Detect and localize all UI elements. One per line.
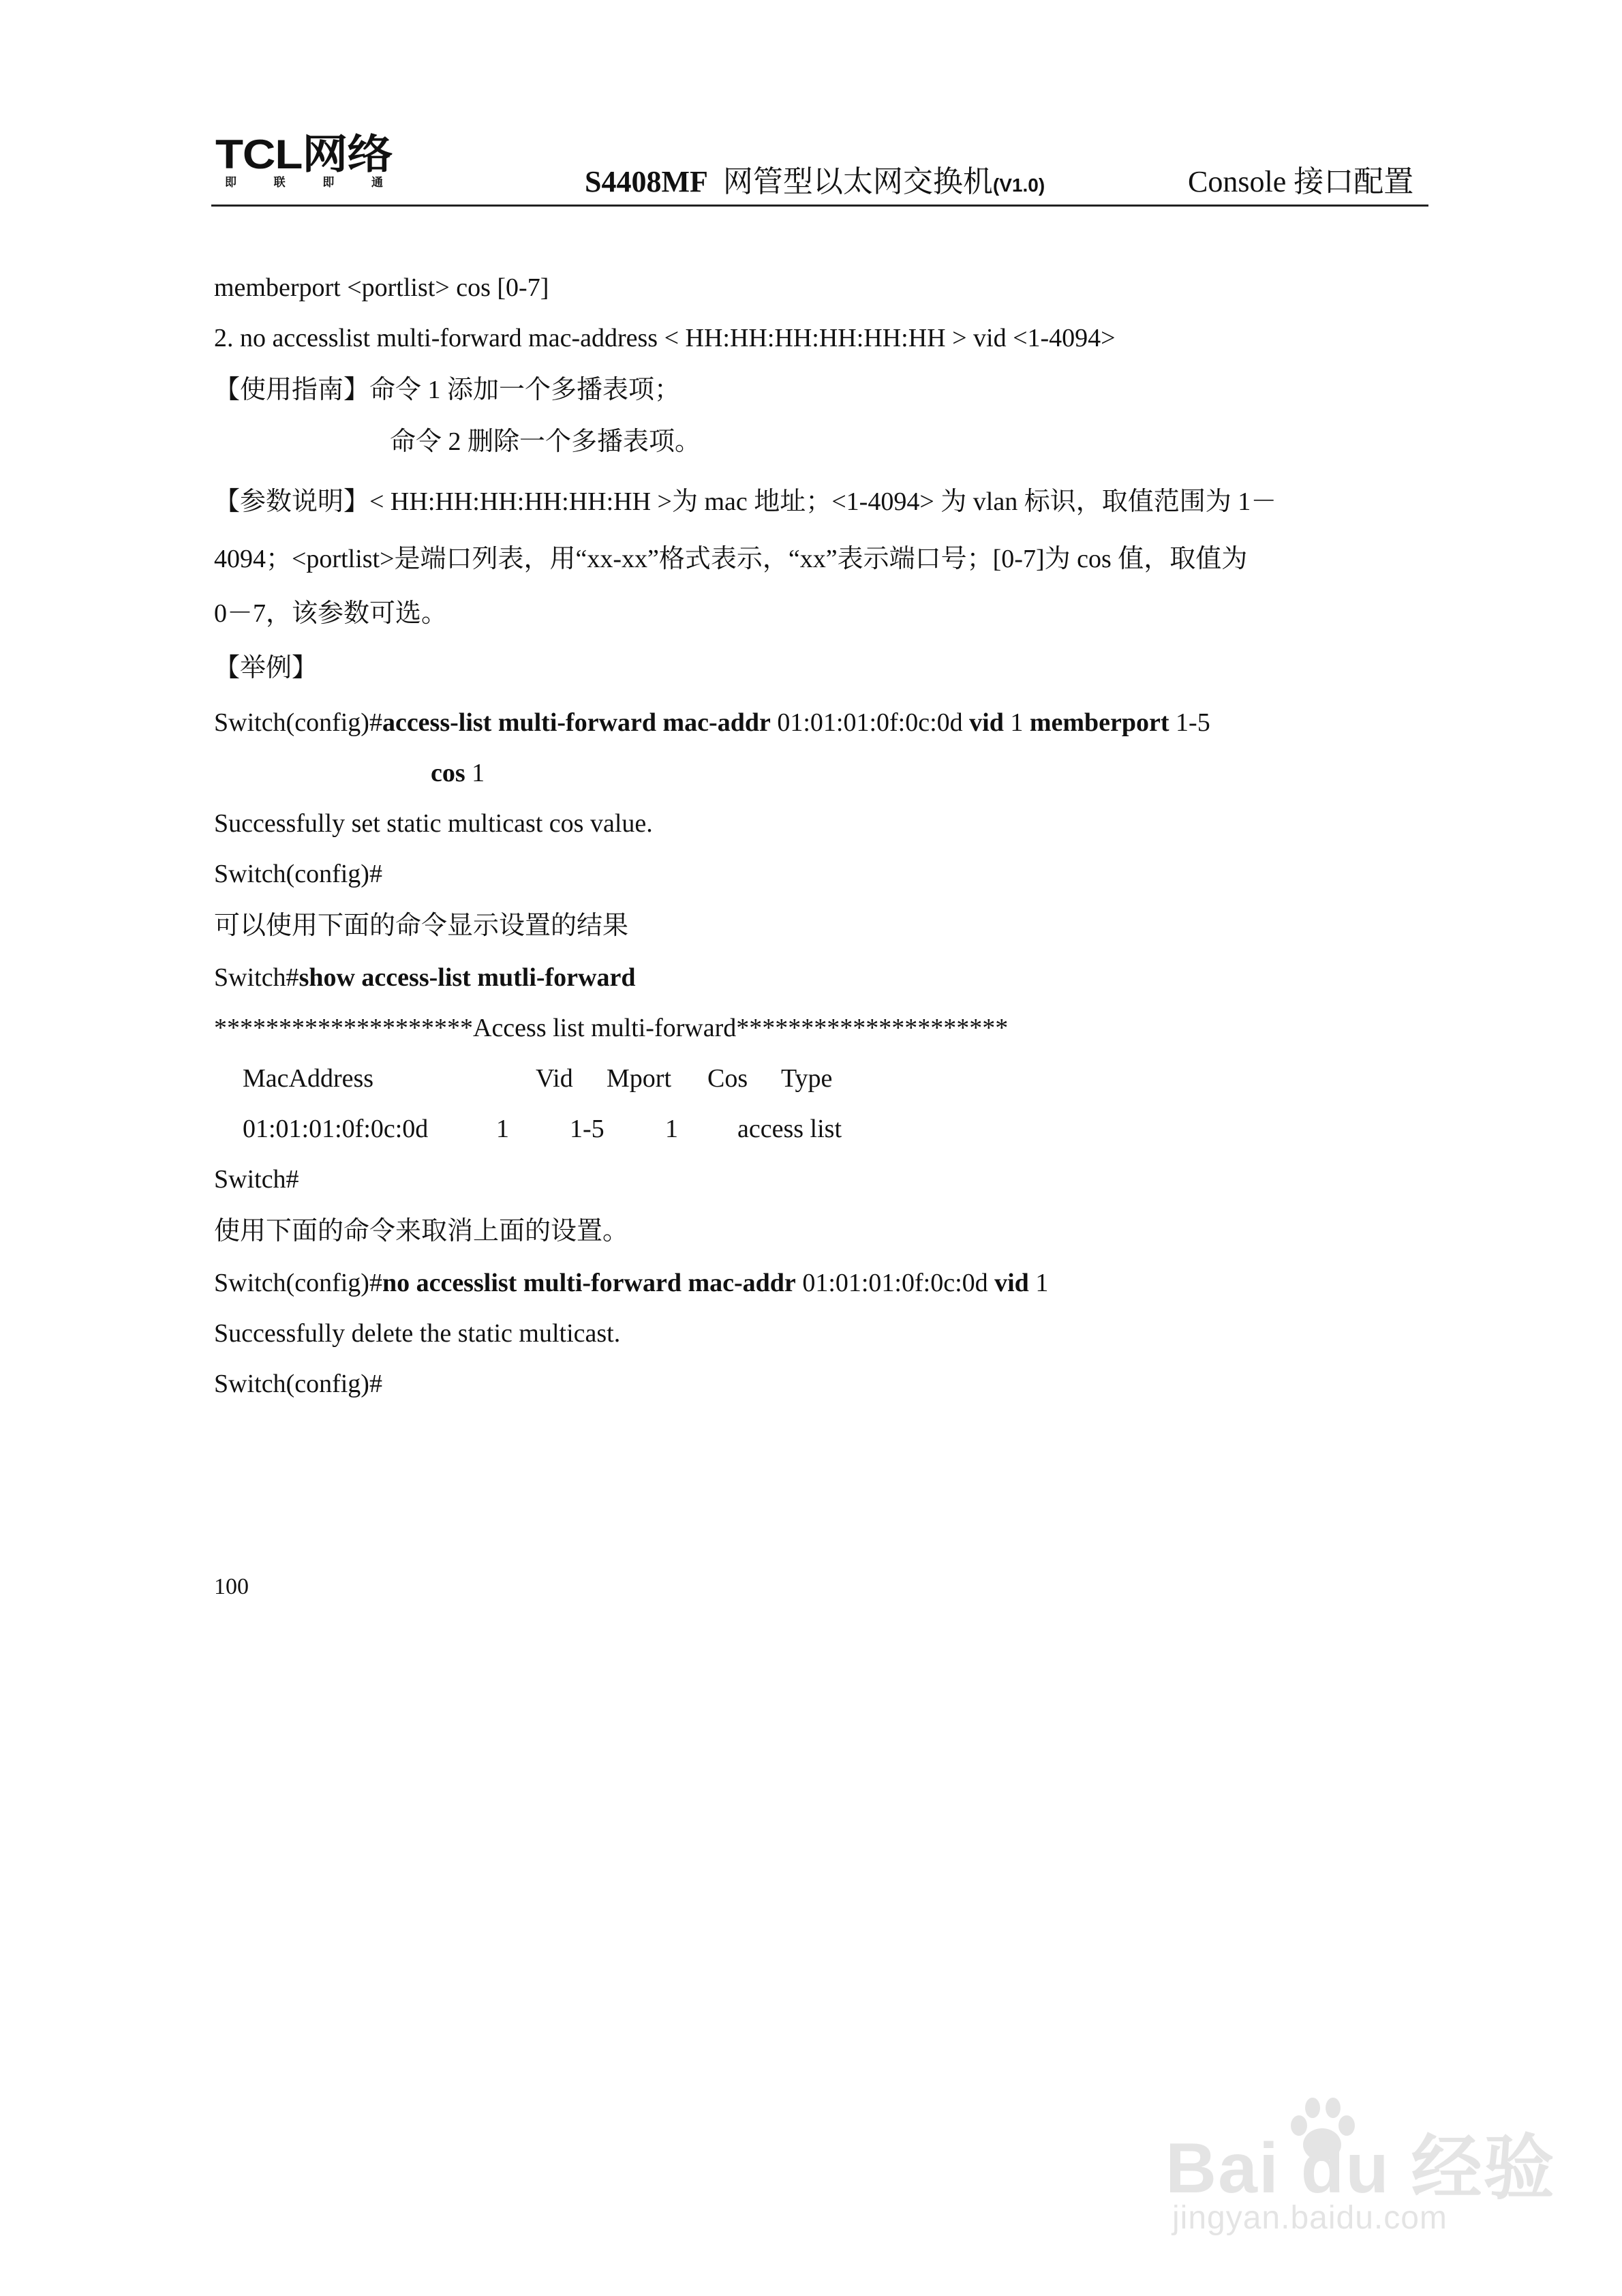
example-heading: 【举例】: [214, 654, 318, 682]
cli-prompt-line: Switch#: [214, 1165, 299, 1194]
param-desc-line-2: 4094；<portlist>是端口列表，用“xx-xx”格式表示，“xx”表示端口号；[0-7]为 cos 值，取值为: [214, 545, 1248, 573]
baidu-watermark: [1159, 2093, 1556, 2236]
table-cell: 01:01:01:0f:0c:0d: [243, 1115, 429, 1143]
logo-tagline: [225, 176, 383, 190]
mac-value: 01:01:01:0f:0c:0d: [770, 708, 970, 737]
example-command-1-continued: [431, 757, 485, 789]
vid-keyword: vid: [994, 1269, 1029, 1297]
header-divider: [211, 205, 1428, 207]
column-header: MacAddress: [243, 1064, 374, 1093]
example-command-1: [214, 706, 1210, 739]
column-header: Mport: [607, 1064, 671, 1093]
output-line: Successfully delete the static multicast.: [214, 1319, 621, 1348]
show-result-note: 可以使用下面的命令显示设置的结果: [214, 911, 629, 940]
cli-prompt: Switch(config)#: [214, 1269, 382, 1297]
column-header: Type: [781, 1064, 833, 1093]
table-cell: 1: [496, 1115, 509, 1143]
cli-command: access-list multi-forward mac-addr: [382, 708, 771, 737]
syntax-line-2: 2. no accesslist multi-forward mac-address < HH:HH:HH:HH:HH:HH > vid <1-4094>: [214, 324, 1116, 352]
memberport-keyword: memberport: [1029, 708, 1169, 737]
table-cell: 1-5: [570, 1115, 605, 1143]
cos-keyword: cos: [431, 759, 465, 787]
product-description: 网管型以太网交换机: [722, 165, 993, 198]
param-desc-line-3: 0－7，该参数可选。: [214, 599, 448, 628]
logo-tagline-char: 即: [322, 176, 335, 189]
column-header: Cos: [707, 1064, 748, 1093]
tcl-logo: TCL网络: [215, 132, 393, 177]
cos-value: 1: [465, 759, 485, 787]
output-line: Successfully set static multicast cos value.: [214, 809, 653, 838]
logo-tagline-char: 联: [273, 176, 286, 189]
page-number: 100: [214, 1574, 249, 1599]
cli-command: show access-list mutli-forward: [299, 963, 636, 992]
table-header-row: [243, 1062, 1060, 1095]
port-value: 1-5: [1169, 708, 1210, 737]
cli-command: no accesslist multi-forward mac-addr: [382, 1269, 796, 1297]
show-command: [214, 961, 636, 994]
mac-value: 01:01:01:0f:0c:0d: [795, 1269, 995, 1297]
example-command-2: [214, 1267, 1048, 1299]
document-title: [585, 162, 1045, 205]
usage-guide: 【使用指南】命令 1 添加一个多播表项；: [214, 376, 681, 404]
cli-prompt-line: Switch(config)#: [214, 1370, 382, 1398]
vid-value: 1: [1003, 708, 1030, 737]
cli-prompt: Switch#: [214, 963, 299, 992]
section-title: Console 接口配置: [1188, 165, 1414, 198]
watermark-url: jingyan.baidu.com: [1172, 2200, 1448, 2236]
table-row: [243, 1113, 1060, 1145]
watermark-brand: Bai du 经验: [1165, 2129, 1556, 2208]
vid-keyword: vid: [969, 708, 1004, 737]
column-header: Vid: [536, 1064, 573, 1093]
table-cell: access list: [737, 1115, 842, 1143]
cli-prompt-line: Switch(config)#: [214, 860, 382, 888]
param-desc-line-1: 【参数说明】< HH:HH:HH:HH:HH:HH >为 mac 地址；<1-4094> 为 vlan 标识，取值范围为 1－: [214, 487, 1277, 516]
cancel-note: 使用下面的命令来取消上面的设置。: [214, 1217, 629, 1245]
logo-tagline-char: 即: [225, 176, 236, 189]
product-model: S4408MF: [585, 165, 708, 198]
version-label: (V1.0): [992, 175, 1045, 196]
vid-value: 1: [1028, 1269, 1049, 1297]
table-cell: 1: [665, 1115, 678, 1143]
cli-prompt: Switch(config)#: [214, 708, 382, 737]
access-list-banner: ********************Access list multi-forward*********************: [214, 1014, 1009, 1042]
logo-tagline-char: 通: [371, 176, 383, 189]
usage-guide-continued: 命令 2 删除一个多播表项。: [390, 427, 701, 456]
syntax-line-1: memberport <portlist> cos [0-7]: [214, 273, 549, 302]
